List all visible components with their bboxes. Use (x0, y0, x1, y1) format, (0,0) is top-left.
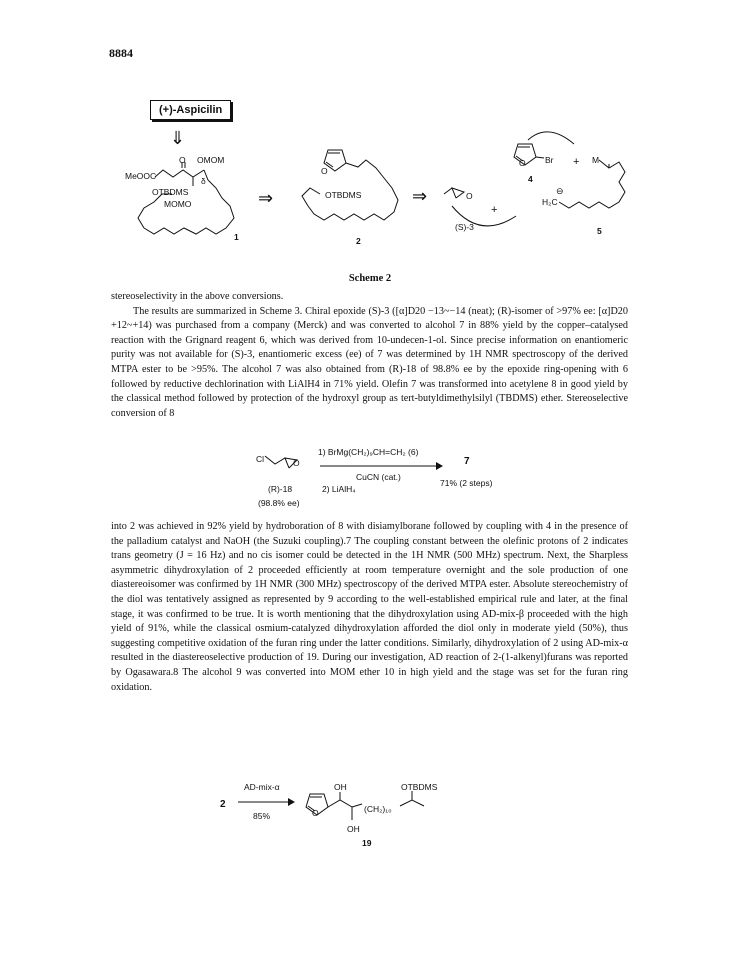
paragraph-2-body: into 2 was achieved in 92% yield by hydroboration of 8 with disiamylborane followed by coupling with 4 in the presence of the palladium catalyst and NaOH (the Suzuki coupling).7 The coupling constant between the olefinic protons of 2 indicates trans geometry (J = 16 Hz) and no cis isomer could be detected in the 1H NMR (500 MHz) spectrum. Next, the Sharpless asymmetric dihydroxylation of 2 proceeded efficiently at room temperature overnight and the sole production of one diastereoisomer was confirmed by 1H NMR (300 MHz) spectroscopy of the derived MTPA ester. Absolute stereochemistry of the diol was tentatively assigned as represented by 9 according to the well-established empirical rule and later, at the final stage, it was confirmed to be true. It is worth mentioning that the dihydroxylation using AD-mix-β proceeded with the high yield of 91%, while the classical osmium-catalyzed dihydroxylation afforded the diol only in moderate yield (50%), thus suggesting competitive oxidation of the furan ring under the latter conditions. Similarly, dihydroxylation of 2 using AD-mix-α resulted in the diastereoselective production of 19. During our investigation, AD reaction of 2-(1-alkenyl)furans was reported by Ogasawara.8 The alcohol 9 was converted into MOM ether 10 in high yield and the stage was set for the furan ring oxidation. (111, 521, 628, 693)
furan-o-label-2: O (321, 166, 328, 176)
carbanion-minus: ⊖ (556, 186, 564, 196)
otbdms-label-1: OTBDMS (152, 187, 189, 197)
reaction-1-arrow (318, 461, 444, 471)
oh-top-label: OH (334, 782, 347, 792)
reaction-1-catalyst: CuCN (cat.) (356, 472, 401, 482)
reaction-1-product: 7 (464, 456, 470, 467)
plus-sign-1: + (491, 204, 498, 216)
page-number: 8884 (109, 46, 133, 60)
compound-19-number: 19 (362, 838, 372, 848)
reaction-1-yield: 71% (2 steps) (440, 478, 493, 488)
paragraph-1 (111, 290, 628, 421)
reaction-2-arrow (236, 797, 296, 807)
paragraph-1-lead: stereoselectivity in the above conversions. (111, 291, 284, 302)
reaction-1-structure (255, 446, 315, 486)
reaction-2-start: 2 (220, 799, 226, 810)
retro-arrow-2: ⇒ (412, 186, 428, 206)
compound-5-number: 5 (597, 226, 602, 236)
compound-18-name: (R)-18 (268, 484, 293, 494)
reaction-2-yield: 85% (253, 811, 271, 821)
br-label: Br (545, 155, 554, 165)
cl-label: Cl (256, 454, 265, 464)
epoxide-o-label-18: O (293, 458, 300, 468)
aspicilin-box: (+)-Aspicilin (150, 100, 231, 120)
compound-1-number: 1 (234, 232, 239, 242)
plus-sign-2: + (573, 156, 580, 168)
momo-label: MOMO (164, 199, 192, 209)
metal-m-label: M (592, 155, 600, 165)
reaction-2-reagent: AD-mix-α (244, 782, 280, 792)
meooc-label: MeOOC (125, 171, 157, 181)
omom-label: OMOM (197, 155, 225, 165)
compound-4-number: 4 (528, 174, 533, 184)
paragraph-2 (111, 520, 628, 695)
retro-arrow-down: ⇓ (170, 128, 186, 148)
compound-18-ee: (98.8% ee) (258, 498, 300, 508)
furan-o-label-19: O (312, 808, 319, 818)
chain-label: (CH₂)₁₀ (364, 804, 392, 814)
compound-3-name: (S)-3 (455, 222, 474, 232)
paragraph-1-body: The results are summarized in Scheme 3. Chiral epoxide (S)-3 ([α]D20 −13~−14 (neat); (R)-isomer of >97% ee: [α]D20 +12~+14) was purchased from a company (Merck) and was converted to alcohol 7 in 88% yield by the copper–catalysed reaction with the Grignard reagent 6, which was derived from 10-undecen-1-ol. Since precise information on enantiomeric purity was not available for (S)-3, enantiomeric excess (ee) of 7 was determined by 1H NMR spectroscopy of the derived MTPA ester to be >95%. The alcohol 7 was also obtained from (R)-18 of 98.8% ee by the epoxide ring-opening with 6 followed by reductive dechlorination with LiAlH4 in 71% yield. Olefin 7 was transformed into acetylene 8 in good yield by the classical method followed by protection of the hydroxyl group as tert-butyldimethylsilyl (TBDMS) ether. Stereoselective conversion of 8 (111, 305, 628, 419)
reaction-1-step1: 1) BrMg(CH₂)₉CH=CH₂ (6) (318, 447, 419, 457)
scheme-caption: Scheme 2 (348, 273, 392, 284)
otbdms-label-19: OTBDMS (401, 782, 438, 792)
delta-label: δ (201, 176, 206, 186)
oh-bottom-label: OH (347, 824, 360, 834)
otbdms-label-2: OTBDMS (325, 190, 362, 200)
epoxide-o-label: O (466, 191, 473, 201)
h2c-label: H₂C (542, 197, 558, 207)
compound-5-structure (515, 150, 645, 230)
carbonyl-o-label: O (179, 155, 186, 165)
furan-o-label-4: O (519, 158, 526, 168)
reaction-1-step2: 2) LiAlH₄ (322, 484, 356, 494)
retro-arrow-1: ⇒ (258, 188, 274, 208)
compound-2-number: 2 (356, 236, 361, 246)
